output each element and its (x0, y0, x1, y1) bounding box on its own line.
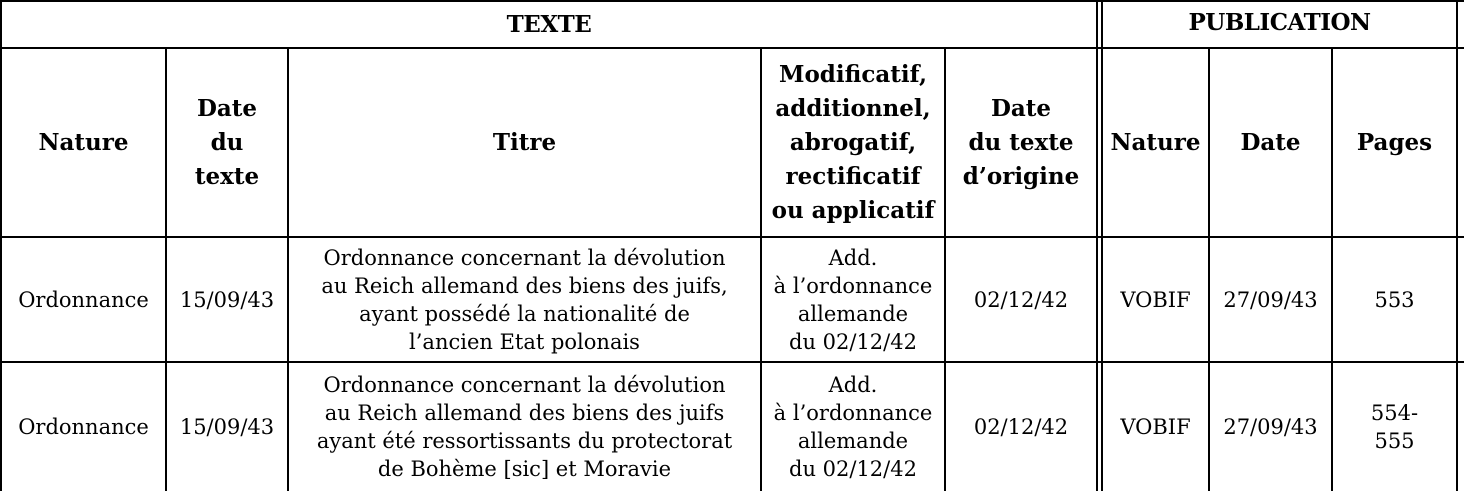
row-1-modificatif: Add. à l’ordonnance allemande du 02/12/42 (773, 245, 933, 354)
row-2-nature: Ordonnance (18, 415, 149, 439)
row-2-titre: Ordonnance concernant la dévolution au Reich allemand des biens des juifs ayant été ressortissants du protectorat de Bohème [sic] et Moravie (316, 373, 733, 481)
row-2-pub-nature: VOBIF (1120, 415, 1191, 439)
group-header-texte: TEXTE (506, 11, 592, 38)
row-2-pub-date: 27/09/43 (1223, 415, 1318, 439)
column-header-date-origine: Date du texte d’origine (962, 94, 1080, 190)
group-header-publication: PUBLICATION (1188, 9, 1371, 36)
row-2-modificatif: Add. à l’ordonnance allemande du 02/12/42 (773, 373, 933, 481)
row-2-date-origine: 02/12/42 (973, 415, 1069, 439)
rule-double-a (1096, 0, 1098, 491)
row-1-pub-date: 27/09/43 (1223, 287, 1318, 312)
row-2-date-texte: 15/09/43 (179, 415, 275, 439)
column-header-pub-nature: Nature (1110, 128, 1201, 156)
row-1-date-origine: 02/12/42 (973, 287, 1069, 312)
row-2-pub-pages: 554- 555 (1370, 401, 1419, 453)
row-1-date-texte: 15/09/43 (179, 287, 275, 312)
row-1-pub-nature: VOBIF (1120, 287, 1191, 312)
row-1-pub-pages: 553 (1374, 287, 1415, 312)
column-header-date-texte: Date du texte (194, 94, 260, 190)
column-header-modificatif: Modificatif, additionnel, abrogatif, rectificatif ou applicatif (771, 60, 935, 224)
column-header-pub-pages: Pages (1356, 128, 1433, 156)
rule-right (1456, 0, 1458, 491)
column-header-pub-date: Date (1240, 128, 1301, 156)
row-1-titre: Ordonnance concernant la dévolution au Reich allemand des biens des juifs, ayant possédé la nationalité de l’ancien Etat polonais (321, 245, 728, 354)
row-1-nature: Ordonnance (18, 287, 149, 312)
column-header-titre: Titre (492, 128, 557, 156)
column-header-nature: Nature (38, 128, 129, 156)
